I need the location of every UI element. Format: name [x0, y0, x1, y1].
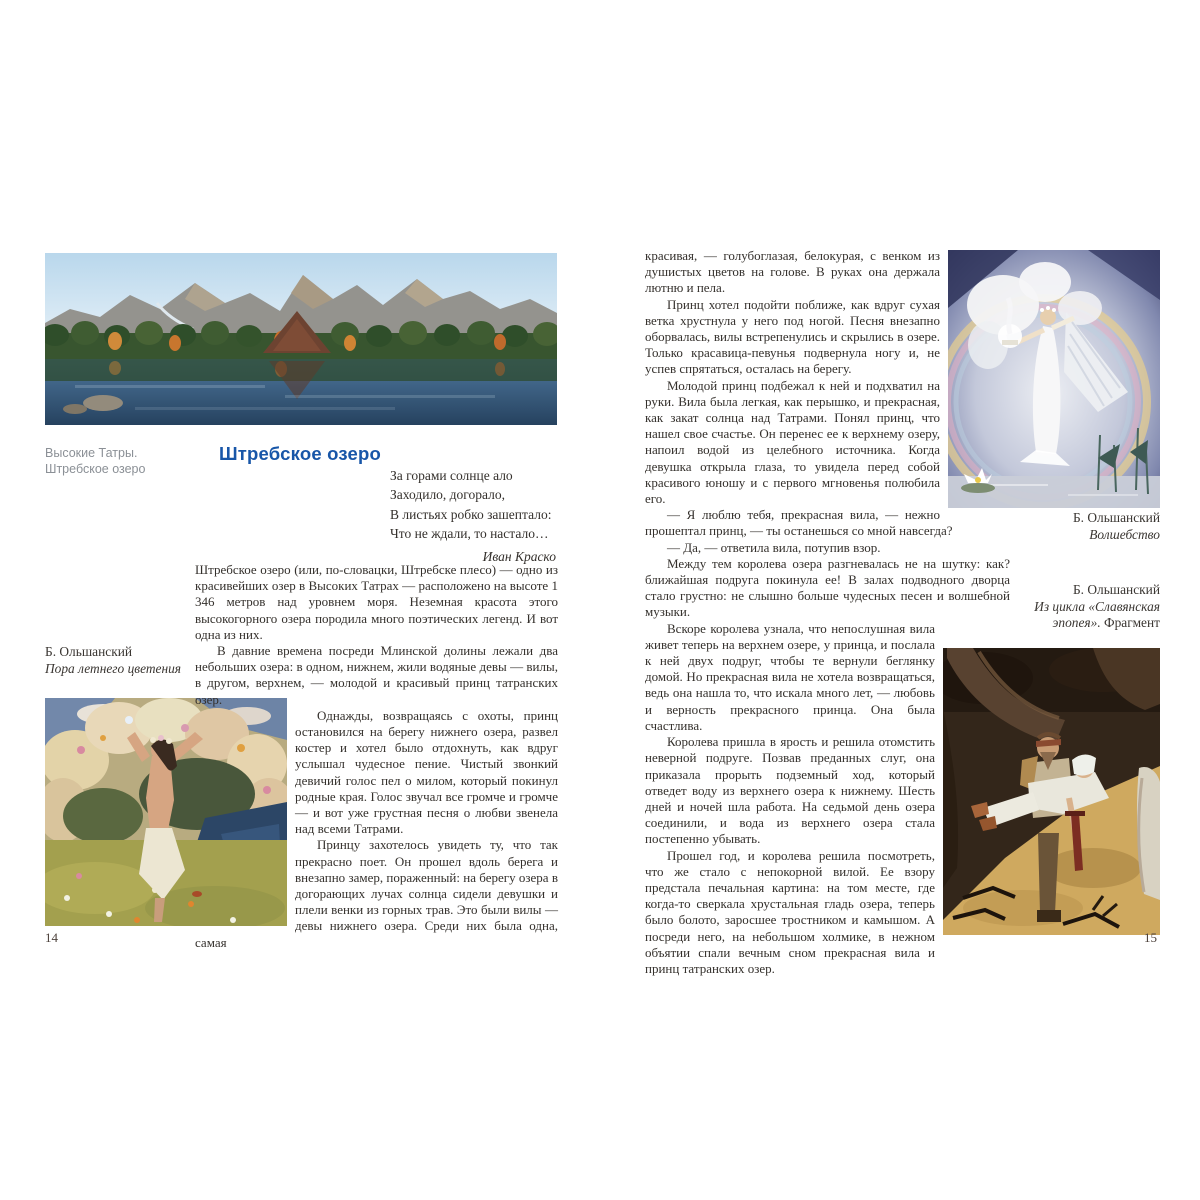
paragraph: Принцу захотелось увидеть ту, что так прекрасно поет. Он прошел вдоль берега и внезапно замер, пораженный: на берегу озера в догорающих лучах солнца сидели девушки и плели венки из горных трав. Это были вилы — девы нижнего озера. Среди них была одна, самая	[195, 837, 558, 950]
wrap-spacer	[935, 621, 1010, 951]
poem-line: За горами солнце ало	[390, 468, 513, 483]
artwork-title-fragment: Фрагмент	[1104, 615, 1160, 630]
paragraph: Принц хотел подойти поближе, как вдруг сухая ветка хрустнула у него под ногой. Песня внезапно оборвалась, вилы встрепенулись и скрылись в озере. Только красавица-певунья подвернула ногу и, не успев спрятаться, осталась на берегу.	[645, 296, 940, 377]
paragraph: Молодой принц подбежал к ней и подхватил на руки. Вила была легкая, как перышко, и прекрасная, как закат солнца над Татрами. Понял принц, что нашел свое счастье. Он перенес ее к верхнему озеру, напоил водой из целебного источника. Когда девушка открыла глаза, то увидела перед собой красивого юношу и с первого мгновенья полюбила его.	[645, 377, 940, 507]
artwork-title: Пора летнего цветения	[45, 660, 182, 676]
poem-line: Что не ждали, то настало…	[390, 526, 549, 542]
poem-line: В листьях робко зашептало:	[390, 506, 552, 522]
page-number-left: 14	[45, 930, 58, 945]
paragraph: красивая, — голубоглазая, белокурая, с венком из душистых цветов на голове. В руках она держала лютню и пела.	[645, 248, 940, 296]
panorama-photo-high-tatras	[45, 253, 557, 425]
photo-caption-line1: Высокие Татры.	[45, 446, 138, 460]
photo-caption-line2: Штребское озеро	[45, 461, 146, 476]
paragraph: Между тем королева озера разгневалась не на шутку: как? ближайшая подруга покинула ее! В залах подводного дворца стало грустно: не слышно больше чудесных песен и волшебной музыки.	[645, 555, 1010, 620]
artist-name: Б. Ольшанский	[1072, 510, 1160, 525]
right-page-text	[645, 248, 1010, 977]
left-page-text	[195, 562, 558, 951]
artist-name: Б. Ольшанский	[45, 644, 133, 659]
epigraph-poem	[390, 466, 556, 566]
paragraph: Штребское озеро (или, по-словацки, Штребске плесо) — одно из красивейших озер в Высоких Татрах — расположено на высоте 1 346 метров над уровнем моря. Неземная красота этого высокогорного озера породила много поэтических легенд. И вот одна из них.	[195, 562, 558, 642]
paragraph: Королева пришла в ярость и решила отомстить неверной подруге. Позвав преданных слуг, она приказала прорыть подземный ход, который отведет воду из верхнего озера к нижнему. Шесть дней и ночей шла работа. На седьмой день озера соединили, и вода из верхнего озера стала постепенно убывать.	[645, 734, 935, 847]
poem-line: Заходило, догорало,	[390, 487, 505, 503]
poem-author: Иван Краско	[482, 548, 556, 564]
wrap-spacer	[940, 248, 1010, 510]
paragraph: — Я люблю тебя, прекрасная вила, — нежно прошептал принц, — ты останешься со мной навсегда?	[645, 507, 953, 539]
paragraph: Вскоре королева узнала, что непослушная вила живет теперь на верхнем озере, у принца, и послала к ней двух подруг, чтобы те вернули беглянку домой. Но прекрасная вила не хотела возвращаться, ведь она нашла то, что искала много лет, — любовь и верность прекрасного принца. Она была счастлива.	[645, 620, 935, 733]
artwork-title: Волшебство	[1089, 526, 1160, 542]
artwork-title: Из цикла «Славянская	[1034, 598, 1160, 614]
paragraph: Прошел год, и королева решила посмотреть, что же стало с непокорной вилой. Ее взору предстала печальная картина: на том месте, где когда-то сверкала хрустальная гладь озера, теперь было болото, заросшее тростником и камышом. А посреди него, на небольшом холмике, в нежном объятии спали вечным сном прекрасная вила и принц татранских озер.	[645, 847, 935, 976]
wrap-spacer	[195, 708, 295, 928]
paragraph: Однажды, возвращаясь с охоты, принц остановился на берегу нижнего озера, развел костер и хотел было отдохнуть, как вдруг услышал чудесное пение. Чистый звонкий девичий голос пел о милом, который покинул родные края. Голос звучал все громче и громче — и вот уже грустная песня о любви звенела над всеми Татрами.	[295, 707, 558, 837]
paragraph: В давние времена посреди Млинской долины лежали два небольших озера: в одном, нижнем, жили водяные девы — вилы, в другом, верхнем, — молодой и красивый принц татранских озер.	[195, 643, 558, 707]
page-number-right: 15	[1144, 930, 1157, 945]
paragraph: — Да, — ответила вила, потупив взор.	[667, 539, 881, 555]
section-heading: Штребское озеро	[218, 443, 382, 464]
artwork-title: эпопея».	[1052, 615, 1101, 630]
artist-name: Б. Ольшанский	[1072, 582, 1160, 597]
